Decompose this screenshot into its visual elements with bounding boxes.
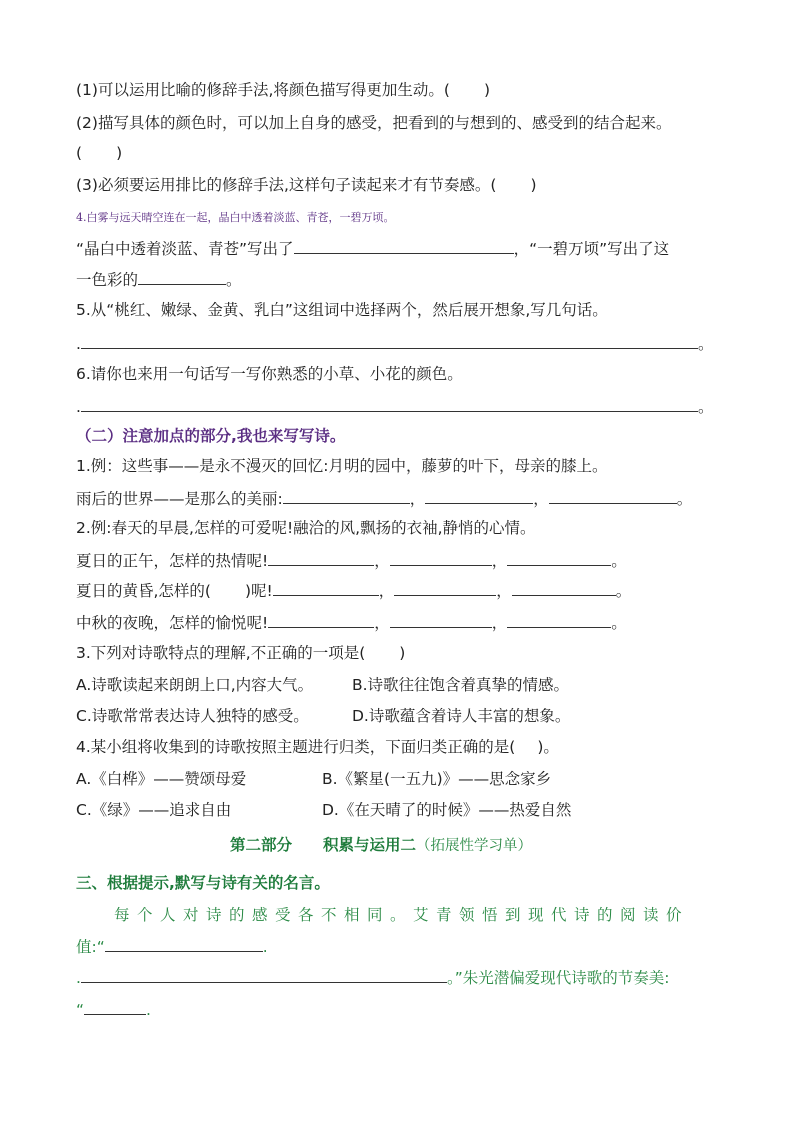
section2-line-3: 夏日的黄昏,怎样的( )呢! ， ， 。 [76,579,631,602]
section3-paragraph-2: 值:“ . [76,935,268,958]
section2-line-4: 中秋的夜晚，怎样的愉悦呢! ， ， 。 [76,611,627,634]
q3-option-c[interactable]: C.诗歌常常表达诗人独特的感受。 [76,707,309,725]
section2-example-2: 2.例:春天的早晨,怎样的可爱呢!融洽的风,飘扬的衣袖,静悄的心情。 [76,519,536,537]
q6-text: 6.请你也来用一句话写一写你熟悉的小草、小花的颜色。 [76,365,463,383]
section3-paragraph-4: “ . [76,998,151,1021]
q3-options-ab [76,674,569,696]
q4b-text: 4.某小组将收集到的诗歌按照主题进行归类，下面归类正确的是( )。 [76,738,559,756]
answer-blank[interactable] [512,579,616,596]
answer-blank[interactable] [390,549,492,566]
option-2-paren: ( ) [76,144,123,162]
section2-title: （二）注意加点的部分,我也来写写诗。 [76,427,346,445]
q3-option-d[interactable]: D.诗歌蕴含着诗人丰富的想象。 [352,707,571,725]
answer-blank[interactable] [507,549,611,566]
section3-paragraph-3: . 。”朱光潜偏爱现代诗歌的节奏美: [76,966,669,989]
section2-line-2: 夏日的正午，怎样的热情呢! ， ， 。 [76,549,627,572]
q4-text: 4.白雾与远天晴空连在一起，晶白中透着淡蓝、青苍，一碧万顷。 [76,211,395,224]
q3-text: 3.下列对诗歌特点的理解,不正确的一项是( ) [76,644,406,662]
answer-line[interactable] [81,395,698,412]
q4b-option-a[interactable]: A.《白桦》——赞颂母爱 [76,770,247,788]
part2-heading: 第二部分 积累与运用二（拓展性学习单） [230,836,533,854]
q4b-option-b[interactable]: B.《繁星(一五九)》——思念家乡 [322,770,552,788]
q6-answer: . 。 [76,395,713,418]
option-1: (1)可以运用比喻的修辞手法,将颜色描写得更加生动。( ) [76,81,490,99]
answer-blank[interactable] [105,935,263,952]
answer-blank[interactable] [138,268,226,285]
option-2: (2)描写具体的颜色时，可以加上自身的感受，把看到的与想到的、感受到的结合起来。 [76,114,672,132]
answer-blank[interactable] [394,579,496,596]
answer-blank[interactable] [268,549,374,566]
q4b-option-d[interactable]: D.《在天晴了的时候》——热爱自然 [322,801,572,819]
answer-blank[interactable] [81,966,447,983]
answer-blank[interactable] [273,579,379,596]
answer-blank[interactable] [507,611,611,628]
q4b-options-ab [76,768,551,790]
section3-title: 三、根据提示,默写与诗有关的名言。 [76,874,330,892]
q3-option-b[interactable]: B.诗歌往往饱含着真挚的情感。 [352,676,570,694]
answer-line[interactable] [81,332,698,349]
answer-blank[interactable] [294,237,514,254]
q3-options-cd [76,705,570,727]
q4b-option-c[interactable]: C.《绿》——追求自由 [76,801,232,819]
q5-text: 5.从“桃红、嫩绿、金黄、乳白”这组词中选择两个，然后展开想象,写几句话。 [76,301,608,319]
option-3: (3)必须要运用排比的修辞手法,这样句子读起来才有节奏感。( ) [76,176,537,194]
answer-blank[interactable] [390,611,492,628]
answer-blank[interactable] [268,611,374,628]
answer-blank[interactable] [425,487,533,504]
q5-answer: . 。 [76,332,713,355]
section2-line-1: 雨后的世界——是那么的美丽: ， ， 。 [76,487,692,510]
answer-blank[interactable] [84,998,146,1015]
q4b-options-cd [76,799,571,821]
answer-blank[interactable] [283,487,410,504]
section3-paragraph-1: 每个人对诗的感受各不相同。艾青领悟到现代诗的阅读价 [114,906,690,924]
q3-option-a[interactable]: A.诗歌读起来朗朗上口,内容大气。 [76,676,314,694]
q4-answer-line-2: 一色彩的 。 [76,268,242,291]
section2-example-1: 1.例：这些事——是永不漫灭的回忆:月明的园中，藤萝的叶下，母亲的膝上。 [76,457,608,475]
q4-answer-line-1: “晶白中透着淡蓝、青苍”写出了 ，“一碧万顷”写出了这 [76,237,669,260]
answer-blank[interactable] [549,487,677,504]
